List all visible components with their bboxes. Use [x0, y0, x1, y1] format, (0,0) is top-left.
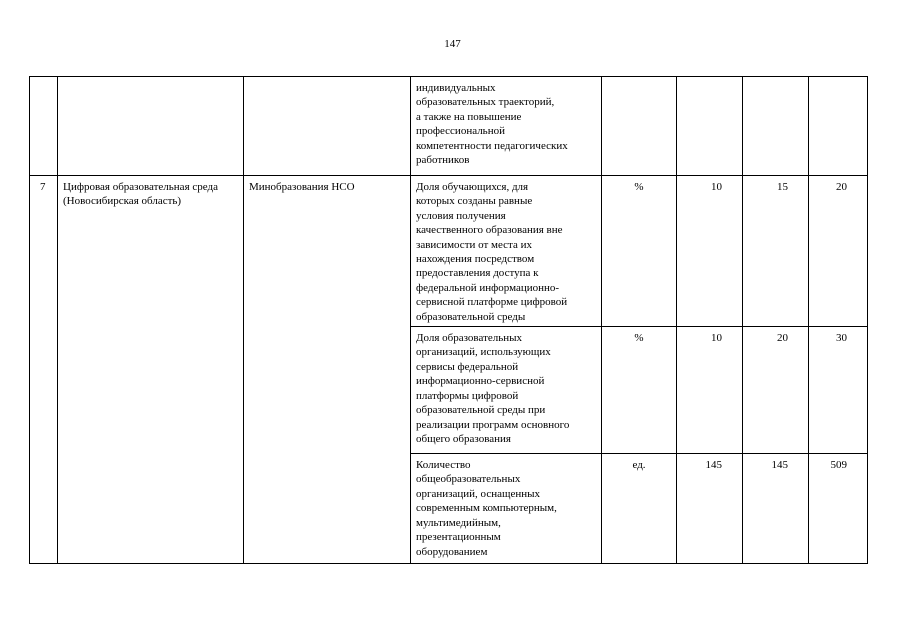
- value-cell-2: 145: [743, 454, 809, 564]
- indicator-text-line: общего образования: [416, 432, 511, 445]
- indicator-cell: [411, 327, 602, 454]
- indicator-text-line: информационно-сервисной: [416, 375, 545, 388]
- indicator-text-line: образовательной среды: [416, 310, 526, 323]
- indicator-text-line: предоставления доступа к: [416, 267, 539, 280]
- indicator-text-line: мультимедийным,: [416, 516, 501, 529]
- unit-cell: [602, 77, 677, 176]
- table-row: [30, 77, 868, 176]
- indicator-text-line: Доля обучающихся, для: [416, 181, 529, 193]
- value-cell-1: 10: [677, 176, 743, 327]
- page-number: 147: [444, 38, 461, 50]
- responsible-cell: Минобразования НСО: [244, 176, 411, 564]
- indicator-text-line: а также на повышение: [416, 110, 522, 123]
- indicator-text-line: Доля образовательных: [416, 332, 523, 345]
- value-cell-1: 10: [677, 327, 743, 454]
- row-index-cell: [30, 77, 58, 176]
- unit-cell: %: [602, 327, 677, 454]
- indicator-text-line: организаций, использующих: [416, 346, 551, 359]
- indicator-text-line: организаций, оснащенных: [416, 487, 540, 500]
- value-cell-3: [809, 77, 868, 176]
- project-name-cell: Цифровая образовательная среда (Новосибирская область): [58, 176, 244, 564]
- indicator-text-line: которых созданы равные: [416, 195, 533, 208]
- value-cell-2: 20: [743, 327, 809, 454]
- indicator-text-line: федеральной информационно-: [416, 281, 560, 294]
- indicator-text-line: качественного образования вне: [416, 224, 563, 237]
- value-cell-3: 30: [809, 327, 868, 454]
- value-cell-2: 15: [743, 176, 809, 327]
- indicator-text-line: зависимости от места их: [416, 238, 533, 251]
- row-index-cell: 7: [30, 176, 58, 564]
- indicator-text-line: образовательной среды при: [416, 404, 546, 417]
- value-cell-1: [677, 77, 743, 176]
- value-cell-2: [743, 77, 809, 176]
- indicator-cell: [411, 176, 602, 327]
- indicator-text-line: реализации программ основного: [416, 418, 570, 431]
- project-name-cell: [58, 77, 244, 176]
- indicator-text-line: презентационным: [416, 531, 501, 544]
- indicator-text-line: образовательных траекторий,: [416, 96, 555, 109]
- responsible-cell: [244, 77, 411, 176]
- value-cell-3: 20: [809, 176, 868, 327]
- indicator-cell: [411, 454, 602, 564]
- value-cell-3: 509: [809, 454, 868, 564]
- indicators-table: [29, 76, 868, 564]
- indicator-text-line: современным компьютерным,: [416, 502, 557, 515]
- indicator-text-line: работников: [416, 154, 470, 167]
- indicator-text-line: Количество: [416, 459, 471, 472]
- indicator-text-line: оборудованием: [416, 545, 488, 558]
- indicator-text-line: платформы цифровой: [416, 389, 519, 402]
- indicator-text-line: общеобразовательных: [416, 473, 521, 486]
- indicator-text-line: условия получения: [416, 209, 506, 222]
- indicator-cell: [411, 77, 602, 176]
- indicator-text-line: компетентности педагогических: [416, 139, 568, 152]
- indicator-text-line: индивидуальных: [416, 82, 496, 94]
- unit-cell: ед.: [602, 454, 677, 564]
- value-cell-1: 145: [677, 454, 743, 564]
- table-row: [30, 176, 868, 327]
- unit-cell: %: [602, 176, 677, 327]
- indicator-text-line: сервисы федеральной: [416, 360, 519, 373]
- indicator-text-line: сервисной платформе цифровой: [416, 296, 568, 309]
- indicator-text-line: профессиональной: [416, 125, 505, 138]
- indicator-text-line: нахождения посредством: [416, 253, 535, 266]
